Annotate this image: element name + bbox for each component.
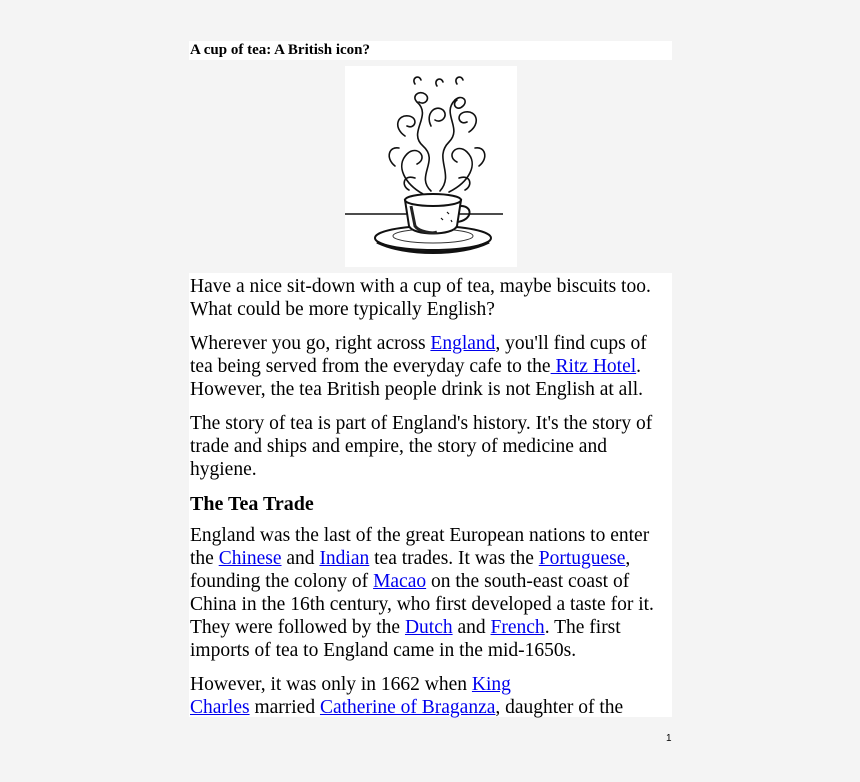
link-french[interactable]: French (490, 617, 545, 638)
article-body (189, 273, 672, 717)
link-portuguese[interactable]: Portuguese (538, 548, 626, 569)
teacup-illustration (345, 66, 517, 267)
paragraph-story: The story of tea is part of England's history. It's the story of trade and ships and empire, the story of medicine and hygiene. (190, 413, 653, 480)
paragraph-wherever: Wherever you go, right across England, you'll find cups of tea being served from the everyday cafe to the Ritz Hotel. However, the tea British people drink is not English at all. (190, 333, 647, 400)
document-page (189, 41, 672, 717)
link-macao[interactable]: Macao (373, 571, 427, 592)
paragraph-tea-trade: England was the last of the great European nations to enter the Chinese and Indian tea trades. It was the Portuguese, founding the colony of Macao on the south-east coast of China in the 16th century, who first developed a taste for it. They were followed by the Dutch and French. The first imports of tea to England came in the mid-1650s. (190, 525, 654, 661)
link-chinese[interactable]: Chinese (218, 548, 282, 569)
link-indian[interactable]: Indian (319, 548, 370, 569)
section-heading-tea-trade: The Tea Trade (190, 493, 314, 515)
link-dutch[interactable]: Dutch (404, 617, 453, 638)
link-king-charles-part1[interactable]: King (471, 674, 511, 695)
link-king-charles-part2[interactable]: Charles (190, 697, 250, 718)
link-england[interactable]: England (430, 333, 496, 354)
page-number: 1 (666, 733, 672, 744)
document-title: A cup of tea: A British icon? (189, 41, 672, 60)
link-catherine-of-braganza[interactable]: Catherine of Braganza (319, 697, 496, 718)
link-ritz-hotel[interactable]: Ritz Hotel (550, 356, 637, 377)
paragraph-king-charles: However, it was only in 1662 when King Charles married Catherine of Braganza, daughter of the (190, 674, 624, 718)
illustration-area (189, 66, 672, 273)
teacup-drawing-icon (345, 66, 517, 267)
paragraph-intro: Have a nice sit-down with a cup of tea, maybe biscuits too. What could be more typically English? (190, 276, 651, 320)
